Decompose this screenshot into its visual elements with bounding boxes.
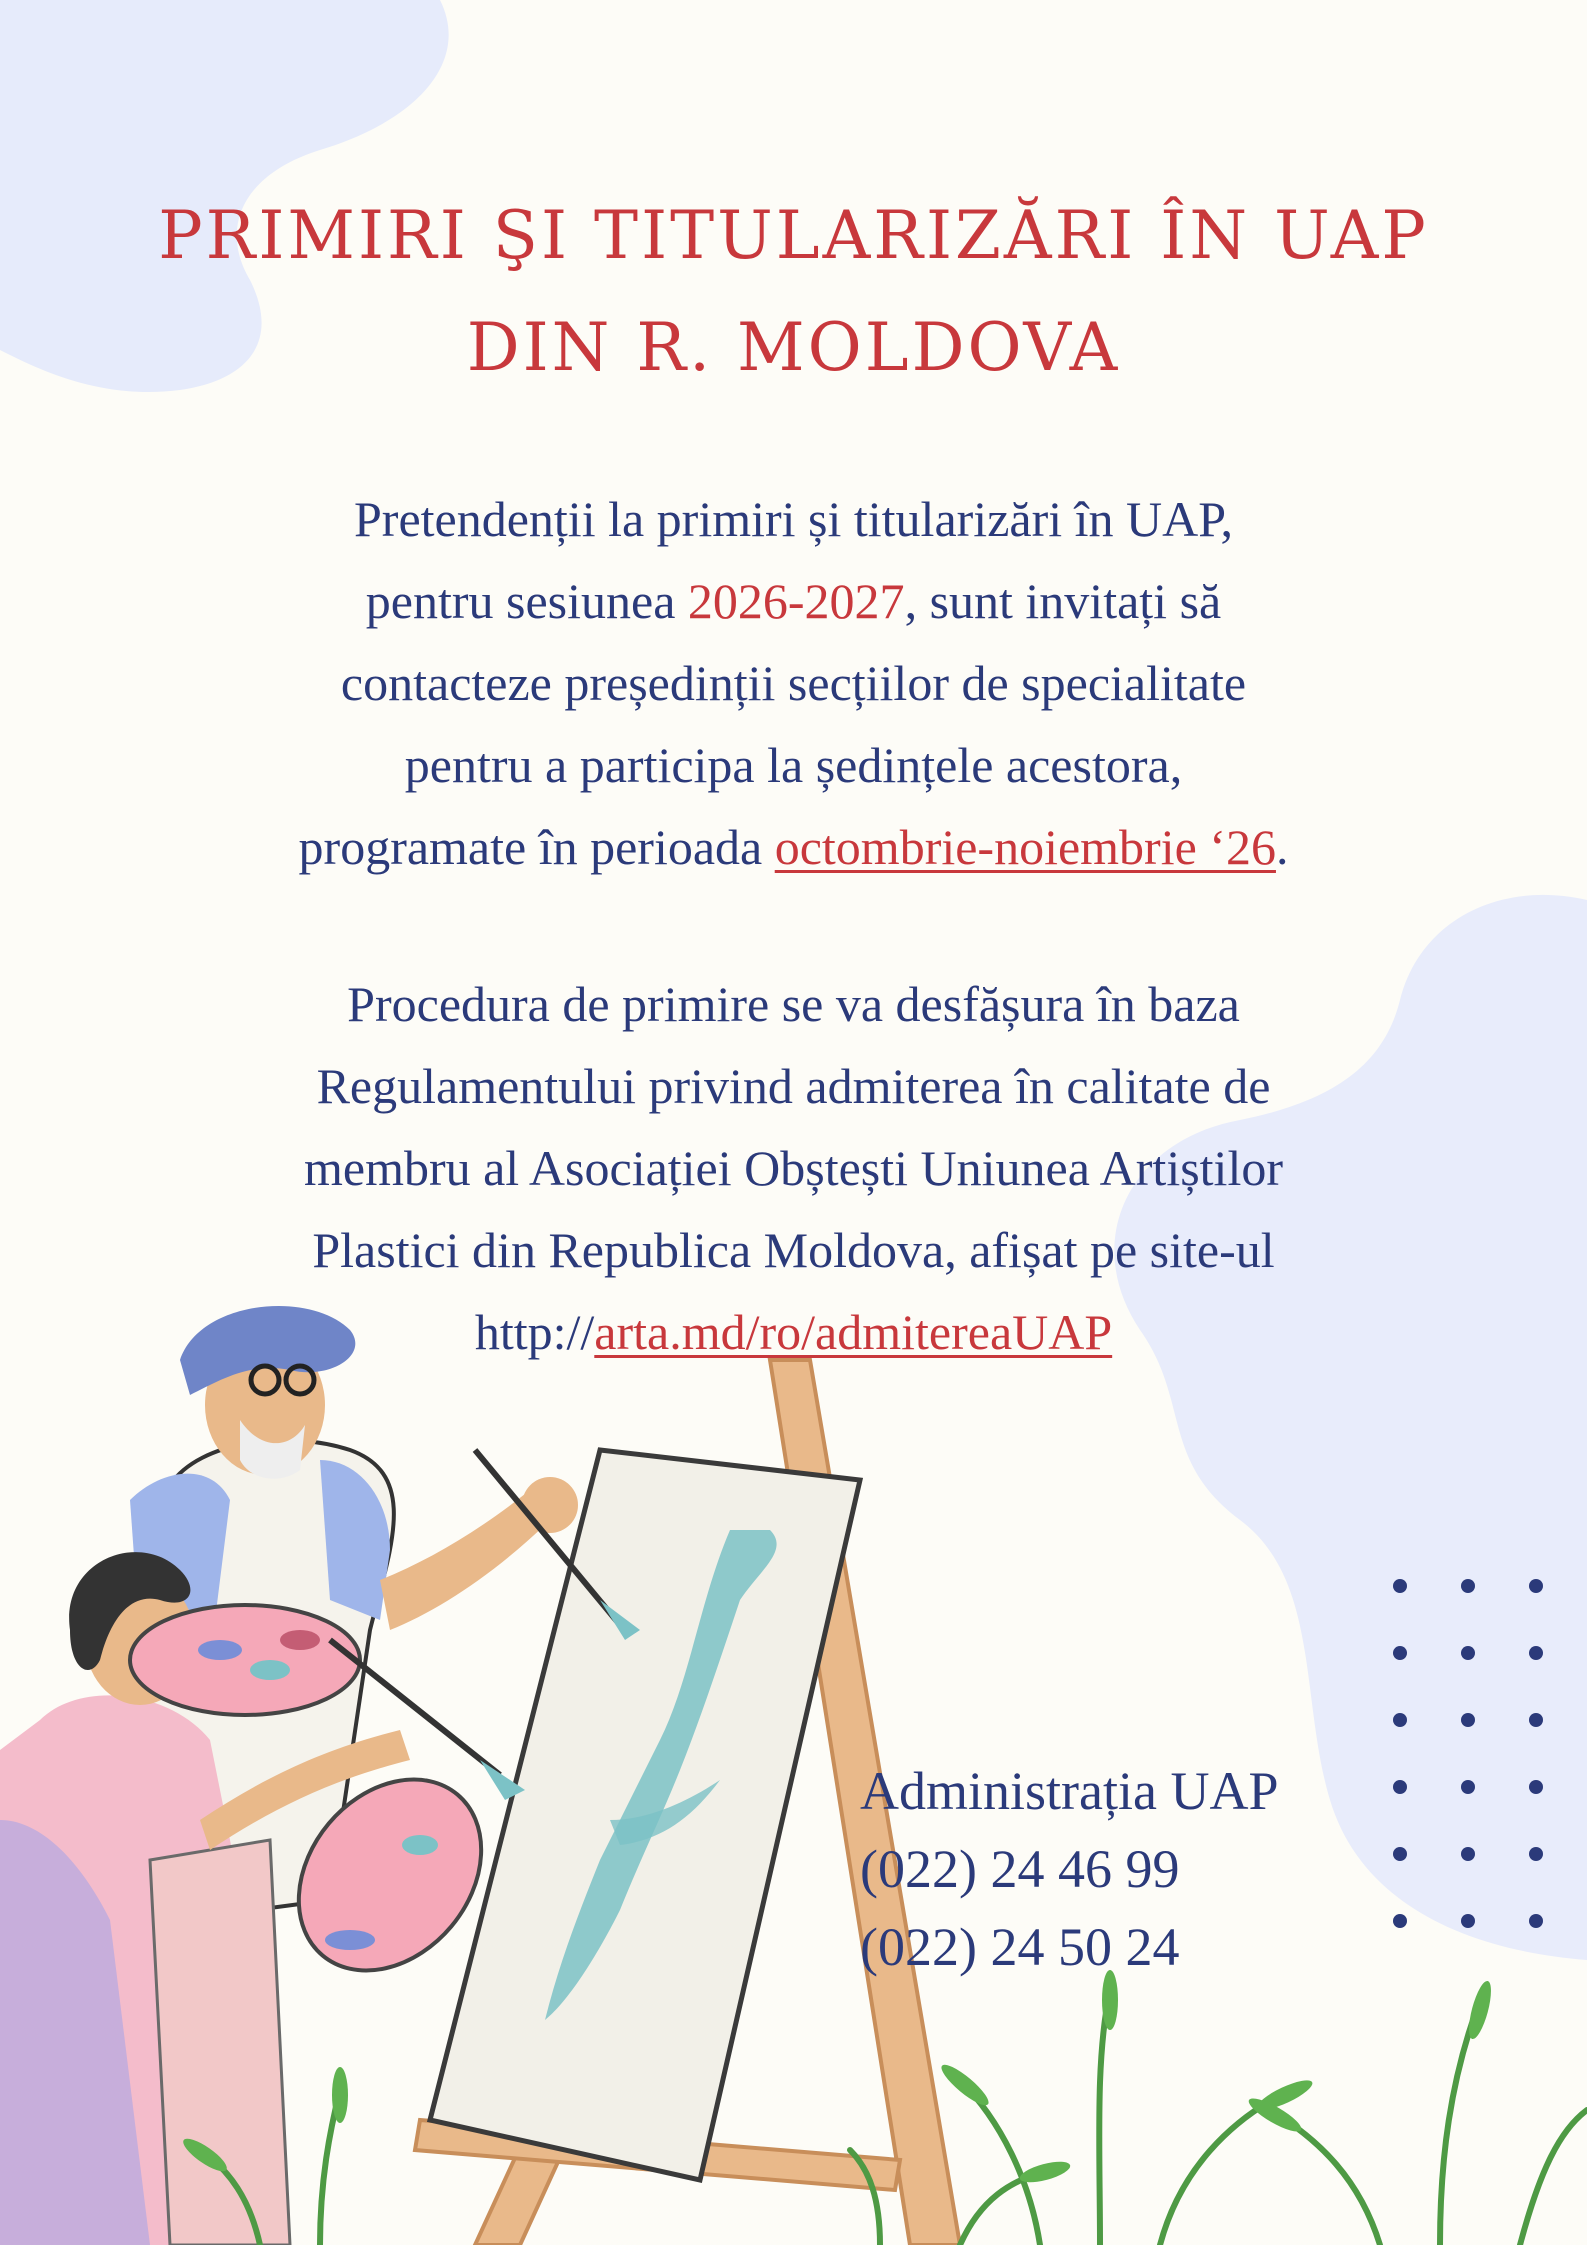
contact-name: Administrația UAP xyxy=(860,1761,1279,1821)
session-years: 2026-2027 xyxy=(687,573,905,629)
invitation-line xyxy=(60,806,1527,888)
invitation-line: Pretendenții la primiri și titularizări în UAP, xyxy=(353,491,1233,547)
title-line-2: DIN R. MOLDOVA xyxy=(466,309,1121,386)
procedure-line: Procedura de primire se va desfășura în baza xyxy=(347,976,1240,1032)
invitation-line xyxy=(60,560,1527,642)
page-title xyxy=(0,180,1587,404)
url-prefix: http:// xyxy=(474,1304,595,1360)
contact-phone: (022) 24 46 99 xyxy=(860,1839,1180,1899)
text-segment: . xyxy=(1275,819,1289,875)
invitation-line: contacteze președinții secțiilor de specialitate xyxy=(340,655,1247,711)
contact-phone: (022) 24 50 24 xyxy=(860,1917,1180,1977)
invitation-line: pentru a participa la ședințele acestora, xyxy=(404,737,1183,793)
text-segment: programate în perioada xyxy=(298,819,775,875)
procedure-line: Regulamentului privind admiterea în calitate de xyxy=(316,1058,1271,1114)
procedure-line: membru al Asociației Obștești Uniunea Artiștilor xyxy=(303,1140,1283,1196)
regulation-link[interactable]: arta.md/ro/admitereaUAP xyxy=(594,1304,1113,1360)
period-highlight: octombrie-noiembrie ‘26 xyxy=(774,819,1276,875)
text-segment: pentru sesiunea xyxy=(365,573,688,629)
contact-block xyxy=(860,1752,1278,1986)
procedure-line: Plastici din Republica Moldova, afișat pe site-ul xyxy=(312,1222,1275,1278)
invitation-paragraph xyxy=(60,478,1527,888)
text-segment: , sunt invitați să xyxy=(904,573,1222,629)
title-line-1: PRIMIRI ŞI TITULARIZĂRI ÎN UAP xyxy=(158,197,1429,274)
painters-illustration xyxy=(0,1300,1587,2245)
